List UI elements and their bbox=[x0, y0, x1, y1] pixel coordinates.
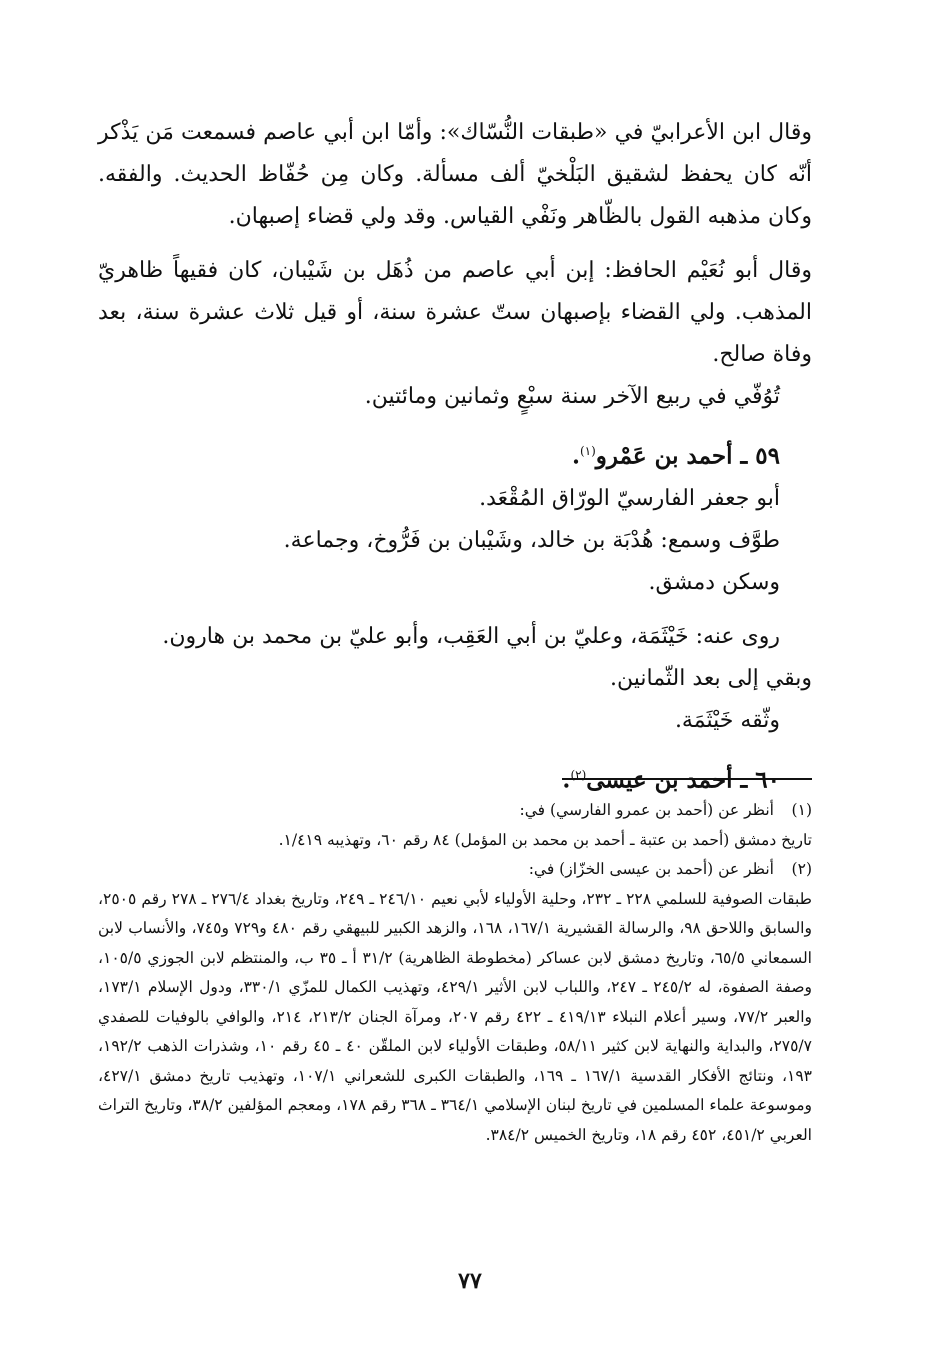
footnote-divider bbox=[562, 778, 812, 780]
entry-59-line: وبقي إلى بعد الثّمانين. bbox=[609, 665, 812, 691]
entry-59-line: أبو جعفر الفارسيّ الورّاق المُقْعَد. bbox=[479, 485, 780, 511]
entry-59-line: وسكن دمشق. bbox=[648, 569, 780, 595]
entry-59-title: ٥٩ ـ أحمد بن عَمْرو bbox=[595, 442, 780, 470]
entry-59-narrators: روى عنه: خَيْثَمَة، وعليّ بن أبي العَقِب، وأبو عليّ بن محمد بن هارون. bbox=[162, 623, 780, 649]
footnote-2-number: (٢) bbox=[791, 860, 812, 878]
footnote-1-number: (١) bbox=[791, 801, 812, 819]
footnote-1-text: تاريخ دمشق (أحمد بن عتبة ـ أحمد بن محمد بن المؤمل) ٨٤ رقم ٦٠، وتهذيبه ١/٤١٩. bbox=[278, 830, 812, 849]
entry-59-footnote-ref: (١) bbox=[579, 444, 596, 458]
entry-60-footnote-ref: (٢) bbox=[570, 767, 587, 782]
entry-59-line: طوَّف وسمع: هُدْبَة بن خالد، وشَيْبان بن فَرُّوخ، وجماعة. bbox=[283, 527, 780, 553]
paragraph-abu-nuaym: وقال أبو نُعَيْم الحافظ: إبن أبي عاصم من ذُهَل بن شَيْبان، كان فقيهاً ظاهريّ المذهب. ولي القضاء بإصبهان ستّ عشرة سنة، أو قيل ثلاث عشرة سنة، بعد وفاة صالح. bbox=[98, 258, 812, 367]
entry-59-heading: ٥٩ ـ أحمد بن عَمْرو$^{(١)}$. bbox=[571, 442, 780, 470]
footnote-2-intro: (٢)أنظر عن (أحمد بن عيسى الخزّاز) في: bbox=[98, 855, 812, 885]
paragraph-death-date: تُوُفّي في ربيع الآخر سنة سبْعٍ وثمانين ومائتين. bbox=[364, 384, 780, 409]
page-number: ٧٧ bbox=[458, 1268, 482, 1294]
main-text bbox=[98, 112, 812, 801]
footnote-1-intro: (١)أنظر عن (أحمد بن عمرو الفارسي) في: bbox=[98, 796, 812, 826]
entry-59-line: وثّقه خَيْثَمَة. bbox=[674, 707, 780, 733]
entry-60-heading: ٦٠ ـ أحمد بن عيسى$^{(٢)}$. bbox=[562, 766, 780, 794]
paragraph-ibn-al-arabi: وقال ابن الأعرابيّ في «طبقات النُّسّاك»: وأمّا ابن أبي عاصم فسمعت مَن يَذْكر أنّه كان يحفظ لشقيق البَلْخيّ ألف مسألة. وكان مِن حُفّاظ الحديث. والفقه. وكان مذهبه القول بالظّاهر ونَفْي القياس. وقد ولي قضاء إصبهان. bbox=[98, 120, 812, 229]
footnotes bbox=[98, 796, 812, 1150]
footnote-2-text: طبقات الصوفية للسلمي ٢٢٨ ـ ٢٣٢، وحلية الأولياء لأبي نعيم ٢٤٦/١٠ ـ ٢٤٩، وتاريخ بغداد ٢٧٦/٤ ـ ٢٧٨ رقم ٢٥٠٥، والسابق واللاحق ٩٨، والرسالة القشيرية ١٦٧/١، ١٦٨، والزهد الكبير للبيهقي رقم ٤٨٠ و٧٢٩ و٧٤٥، والأنساب لابن السمعاني ٦٥/٥، وتاريخ دمشق لابن عساكر (مخطوطة الظاهرية) ٣١/٢ أ ـ ٣٥ ب، والمنتظم لابن الجوزي ١٠٥/٥، وصفة الصفوة، له ٢٤٥/٢ ـ ٢٤٧، واللباب لابن الأثير ٤٢٩/١، وتهذيب الكمال للمزّي ٣٣٠/١، ودول الإسلام ١٧٣/١، والعبر ٧٧/٢، وسير أعلام النبلاء ٤١٩/١٣ ـ ٤٢٢ رقم ٢٠٧، ومرآة الجنان ٢١٣/٢، ٢١٤، والوافي بالوفيات للصفدي ٢٧٥/٧، والبداية والنهاية لابن كثير ٥٨/١١، وطبقات الأولياء لابن الملقّن ٤٠ ـ ٤٥ رقم ١٠، وشذرات الذهب ١٩٢/٢، ١٩٣، ونتائج الأفكار القدسية ١٦٧/١ ـ ١٦٩، والطبقات الكبرى للشعراني ١٠٧/١، وتهذيب تاريخ دمشق ٤٢٧/١، وموسوعة علماء المسلمين في تاريخ لبنان الإسلامي ٣٦٤/١ ـ ٣٦٨ رقم ١٧٨، ومعجم المؤلفين ٣٨/٢، وتاريخ التراث العربي ٤٥١/٢، ٤٥٢ رقم ١٨، وتاريخ الخميس ٣٨٤/٢. bbox=[98, 889, 813, 1144]
entry-60-title: ٦٠ ـ أحمد بن عيسى bbox=[586, 766, 780, 794]
